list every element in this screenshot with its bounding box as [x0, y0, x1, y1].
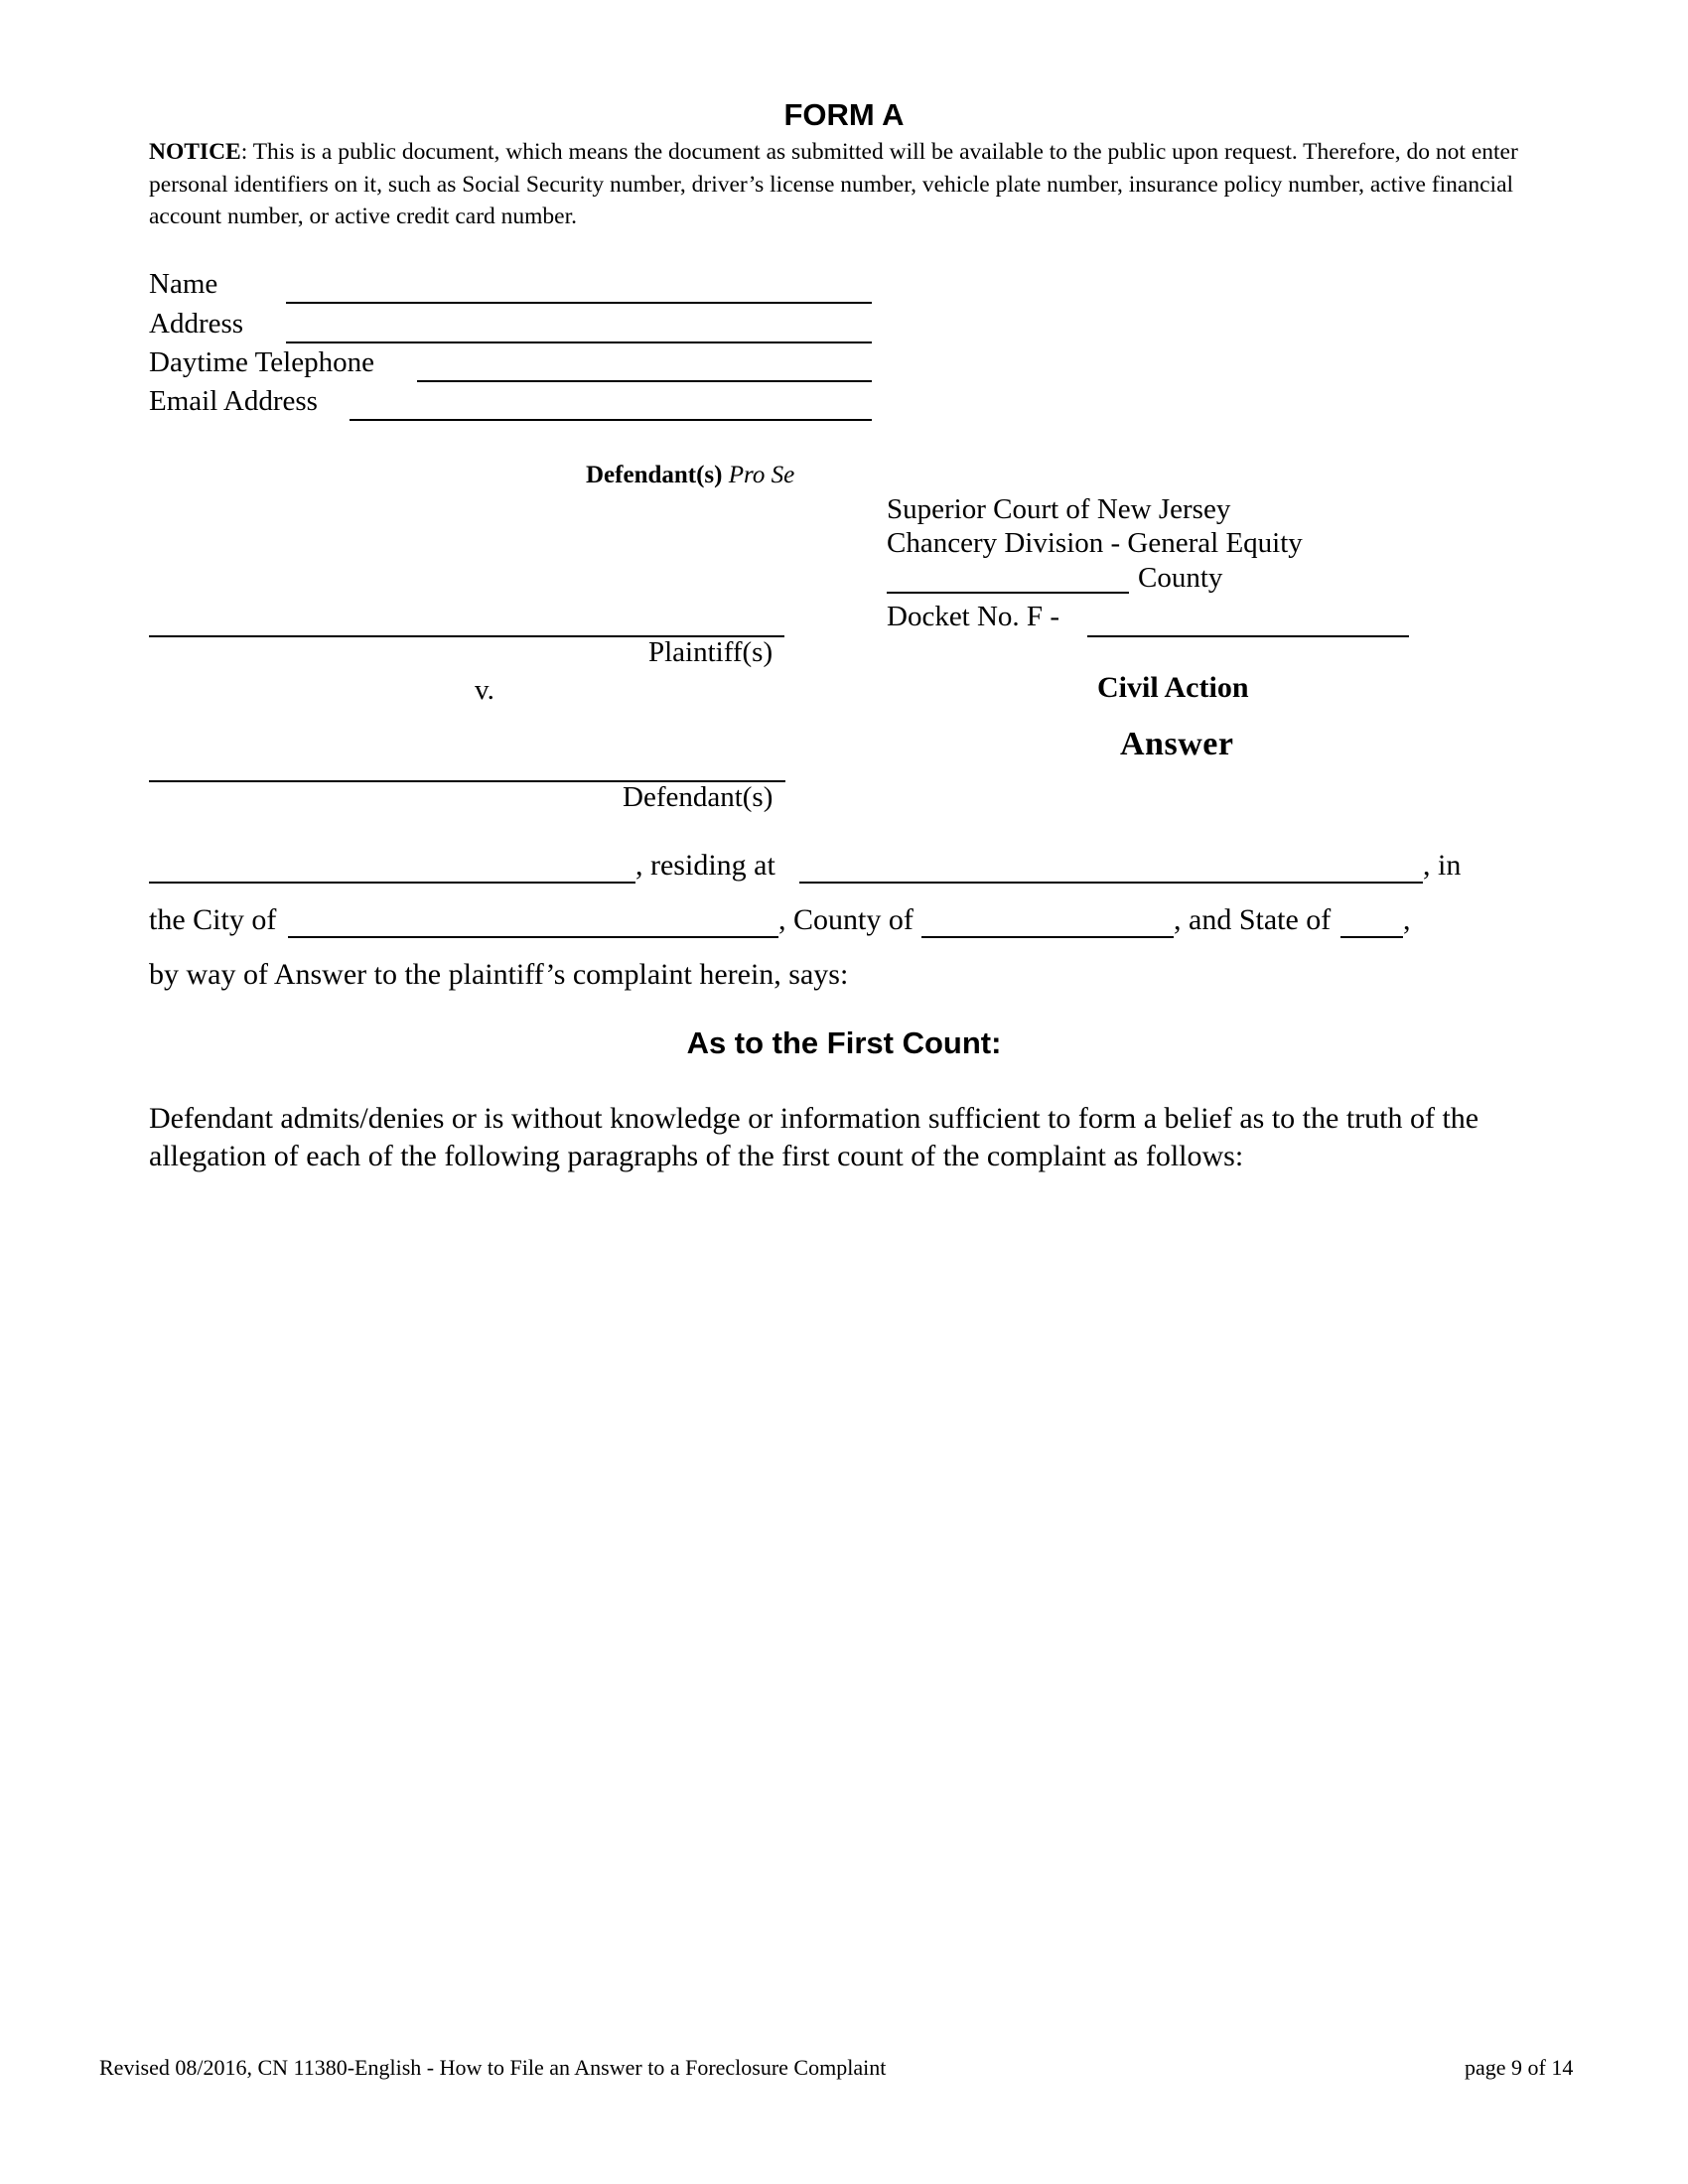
docket-label: Docket No. F - [887, 601, 1059, 632]
county-label: County [1138, 562, 1223, 594]
first-count-heading: As to the First Count: [686, 1025, 1002, 1060]
residence-address-field[interactable] [799, 882, 1423, 884]
state-of-label: , and State of [1174, 903, 1332, 936]
civil-action-label: Civil Action [1097, 671, 1249, 704]
court-name: Superior Court of New Jersey [887, 493, 1231, 525]
name-label: Name [149, 268, 218, 300]
state-field[interactable] [1340, 936, 1403, 938]
county-field[interactable] [887, 592, 1129, 594]
defendant-name-line[interactable] [149, 882, 635, 884]
answer-title: Answer [1120, 726, 1234, 762]
court-division: Chancery Division - General Equity [887, 527, 1303, 559]
phone-label: Daytime Telephone [149, 346, 374, 378]
county-residence-field[interactable] [921, 936, 1174, 938]
email-label: Email Address [149, 385, 318, 417]
notice-label: NOTICE [149, 139, 241, 165]
by-way-text: by way of Answer to the plaintiff’s complaint herein, says: [149, 958, 849, 991]
address-field[interactable] [286, 341, 872, 343]
footer-page-number: page 9 of 14 [1465, 2055, 1574, 2080]
docket-number-field[interactable] [1087, 635, 1409, 637]
city-field[interactable] [288, 936, 778, 938]
city-of-label: the City of [149, 903, 277, 936]
versus-label: v. [475, 674, 494, 706]
in-label: , in [1423, 849, 1462, 882]
address-label: Address [149, 308, 244, 340]
phone-field[interactable] [417, 380, 872, 382]
residing-at-label: , residing at [635, 849, 775, 882]
defendant-pro-se [586, 462, 794, 489]
first-count-paragraph: Defendant admits/denies or is without knowledge or information sufficient to form a belief as to the truth of the allegation of each of the following paragraphs of the first count of the complaint as follows: [149, 1102, 1479, 1172]
name-field[interactable] [286, 302, 872, 304]
defendant-pro-se-label: Defendant(s) [586, 462, 723, 488]
form-title: FORM A [783, 97, 905, 132]
notice-text: : This is a public document, which means the document as submitted will be available to the public upon request. Therefore, do not enter personal identifiers on it, such as Social Security number, driver’s license number, vehicle plate number, insurance policy number, active financial account number, or active credit card number. [149, 139, 1518, 229]
footer-revision: Revised 08/2016, CN 11380-English - How to File an Answer to a Foreclosure Complaint [99, 2055, 887, 2080]
notice-paragraph [149, 136, 1539, 233]
state-comma: , [1403, 903, 1411, 936]
defendant-label: Defendant(s) [623, 781, 774, 813]
county-of-label: , County of [778, 903, 914, 936]
pro-se-label: Pro Se [728, 462, 795, 488]
email-field[interactable] [350, 419, 872, 421]
plaintiff-label: Plaintiff(s) [648, 636, 774, 668]
